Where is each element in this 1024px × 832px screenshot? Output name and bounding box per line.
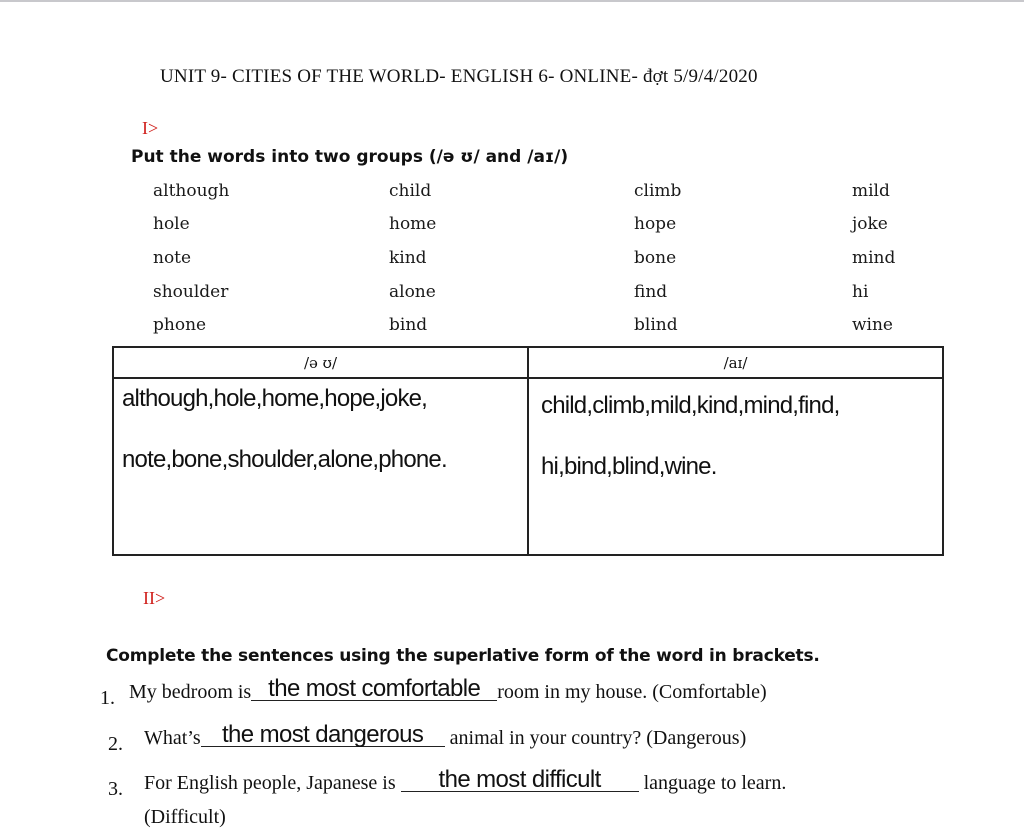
answer-line: although,hole,home,hope,joke, — [122, 385, 428, 412]
question-text: room in my house. (Comfortable) — [497, 681, 767, 703]
word-cell: blind — [634, 315, 678, 335]
page-title: UNIT 9- CITIES OF THE WORLD- ENGLISH 6- ONLINE- đợt 5/9/4/2020 — [160, 66, 758, 87]
word-cell: hope — [634, 214, 677, 234]
question-text: What’s — [144, 727, 201, 749]
word-cell: bind — [389, 315, 428, 335]
table-header: /aɪ/ — [528, 347, 943, 378]
sound-groups-table — [112, 346, 944, 556]
section-2-marker: II> — [143, 588, 166, 608]
question-1 — [129, 675, 767, 704]
word-cell: child — [389, 181, 432, 201]
question-number: 2. — [108, 733, 123, 755]
word-cell: mind — [852, 248, 896, 268]
word-cell: bone — [634, 248, 677, 268]
word-cell: joke — [852, 214, 888, 234]
table-header: /ə ʊ/ — [113, 347, 528, 378]
word-cell: alone — [389, 282, 436, 302]
answer-cell-ou[interactable] — [113, 378, 528, 555]
word-cell: shoulder — [153, 282, 229, 302]
word-cell: find — [634, 282, 668, 302]
word-cell: hole — [153, 214, 190, 234]
section-1-marker: I> — [142, 118, 159, 138]
section-2-instruction: Complete the sentences using the superlative form of the word in brackets. — [106, 646, 820, 666]
answer-cell-ai[interactable] — [528, 378, 943, 555]
answer-line: hi,bind,blind,wine. — [541, 453, 717, 480]
answer-blank[interactable]: the most difficult — [401, 769, 639, 792]
question-text: language to learn. — [643, 772, 787, 794]
question-number: 1. — [100, 687, 115, 709]
answer-blank[interactable]: the most dangerous — [201, 724, 445, 747]
section-1-instruction: Put the words into two groups (/ə ʊ/ and /aɪ/) — [131, 147, 569, 167]
answer-line: note,bone,shoulder,alone,phone. — [122, 446, 447, 473]
word-cell: home — [389, 214, 437, 234]
word-cell: hi — [852, 282, 869, 302]
question-text: My bedroom is — [129, 681, 252, 703]
word-cell: although — [153, 181, 230, 201]
word-cell: wine — [852, 315, 893, 335]
word-cell: kind — [389, 248, 427, 268]
top-border — [0, 0, 1024, 2]
question-number: 3. — [108, 778, 123, 800]
question-text: animal in your country? (Dangerous) — [449, 727, 747, 749]
question-2 — [144, 721, 747, 750]
word-cell: phone — [153, 315, 207, 335]
word-cell: note — [153, 248, 192, 268]
question-3 — [144, 766, 787, 795]
word-cell: climb — [634, 181, 682, 201]
question-text: For English people, Japanese is — [144, 772, 396, 794]
answer-line: child,climb,mild,kind,mind,find, — [541, 392, 840, 419]
word-cell: mild — [852, 181, 890, 201]
question-text: (Difficult) — [144, 806, 226, 828]
answer-blank[interactable]: the most comfortable — [251, 678, 497, 701]
